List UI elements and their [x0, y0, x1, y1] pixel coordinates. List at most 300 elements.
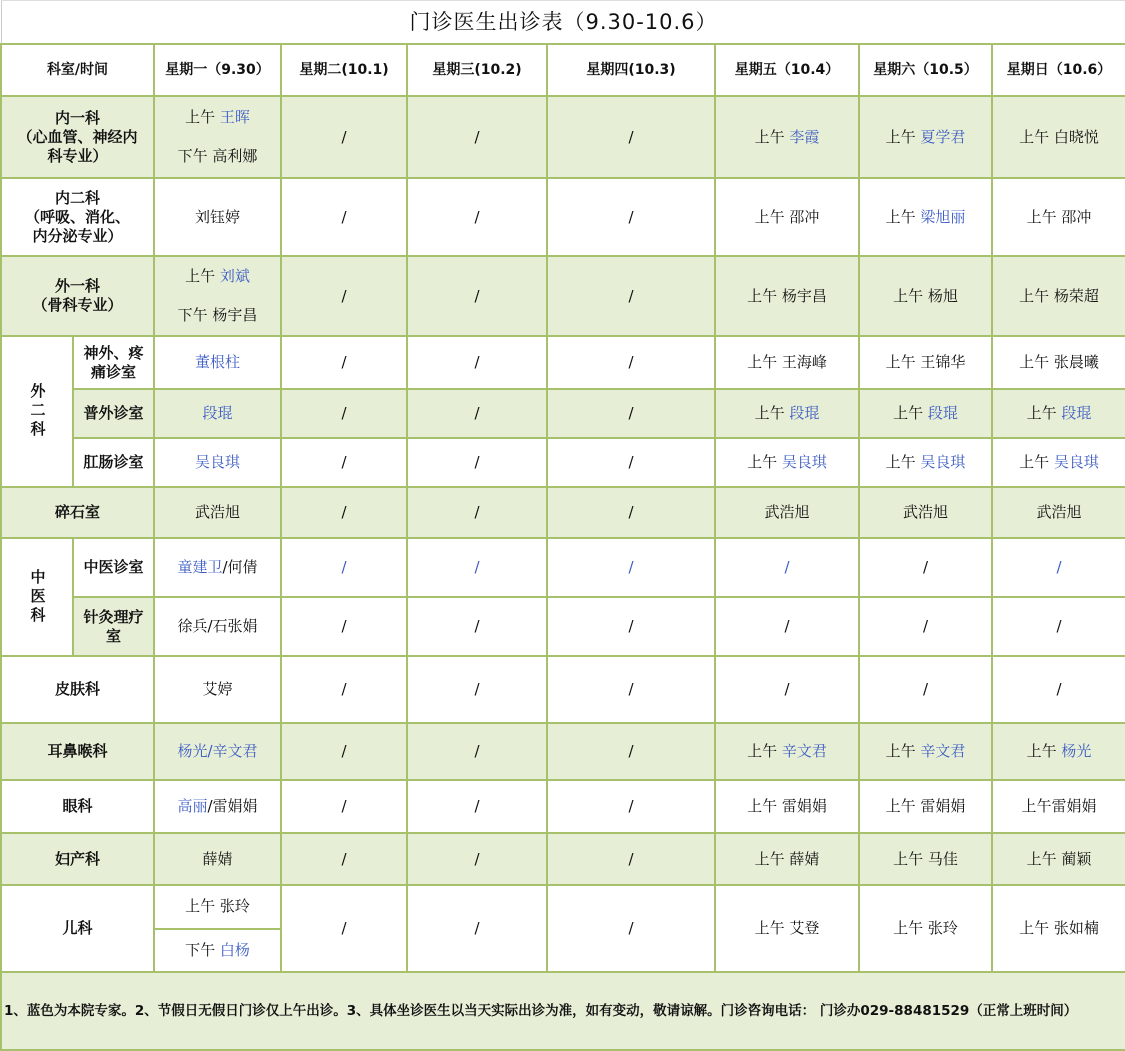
cell-line	[155, 850, 280, 869]
schedule-cell	[859, 178, 992, 256]
label-line: 碎石室	[54, 503, 100, 521]
department-group-label: 中医科	[1, 538, 73, 656]
schedule-text: /	[341, 207, 347, 226]
schedule-cell	[859, 597, 992, 656]
cell-line	[716, 850, 858, 869]
cell-line	[282, 453, 406, 472]
schedule-cell	[154, 336, 281, 389]
cell-line	[860, 558, 991, 577]
schedule-cell	[281, 96, 407, 178]
cell-line	[860, 503, 991, 522]
cell-line	[548, 797, 714, 816]
header-cell: 星期四(10.3)	[547, 44, 715, 96]
cell-line	[860, 128, 991, 147]
schedule-cell	[715, 597, 859, 656]
cell-line	[548, 353, 714, 372]
schedule-cell	[154, 780, 281, 833]
cell-line	[155, 147, 280, 166]
cell-line	[860, 404, 991, 423]
half-day-slot	[155, 886, 280, 928]
schedule-text: /	[784, 617, 790, 635]
schedule-text: /	[474, 207, 480, 226]
cell-line	[282, 353, 406, 372]
cell-line	[860, 919, 991, 938]
cell-line	[548, 453, 714, 472]
table-row	[1, 656, 1125, 723]
schedule-cell	[992, 833, 1125, 885]
schedule-text: /	[474, 617, 480, 635]
schedule-text: 上午	[1019, 919, 1054, 937]
clinic-label	[73, 336, 154, 389]
schedule-cell	[715, 256, 859, 336]
schedule-text: /	[628, 207, 634, 226]
expert-name: 吴良琪	[194, 453, 240, 471]
cell-line	[993, 797, 1125, 816]
expert-name: 段琨	[927, 404, 958, 422]
expert-name: 杨光	[1061, 742, 1092, 760]
split-cell	[155, 886, 280, 971]
schedule-text: /	[341, 742, 347, 760]
cell-line	[408, 919, 546, 938]
expert-name: /	[628, 558, 634, 576]
schedule-cell	[547, 780, 715, 833]
schedule-cell	[715, 885, 859, 972]
cell-line	[155, 453, 280, 472]
cell-line	[408, 797, 546, 816]
header-row	[1, 44, 1125, 96]
schedule-cell	[154, 389, 281, 438]
schedule-cell	[407, 96, 547, 178]
schedule-cell	[859, 336, 992, 389]
schedule-cell	[547, 178, 715, 256]
header-cell: 星期二(10.1)	[281, 44, 407, 96]
schedule-cell	[407, 256, 547, 336]
expert-name: /	[784, 558, 790, 576]
schedule-text: 上午	[893, 286, 928, 305]
schedule-text: /	[474, 127, 480, 146]
schedule-cell	[407, 389, 547, 438]
schedule-cell	[992, 389, 1125, 438]
label-line: 普外诊室	[83, 404, 144, 422]
schedule-text: 上午	[1019, 127, 1054, 146]
schedule-text: /	[474, 453, 480, 471]
schedule-cell	[547, 885, 715, 972]
schedule-text: 薛婧	[789, 849, 820, 868]
schedule-text: /	[628, 404, 634, 422]
schedule-text: 上午	[185, 267, 220, 285]
cell-line	[408, 404, 546, 423]
schedule-text: 武浩旭	[902, 503, 948, 521]
schedule-text: /	[628, 503, 634, 521]
cell-line	[408, 503, 546, 522]
schedule-text: /	[341, 503, 347, 521]
cell-line	[155, 742, 280, 761]
label-line: （呼吸、消化、	[24, 207, 130, 226]
cell-line	[548, 558, 714, 577]
cell-line	[408, 850, 546, 869]
schedule-text: 徐兵/石张娟	[177, 617, 258, 635]
expert-name: 吴良琪	[1053, 453, 1099, 471]
schedule-cell	[407, 723, 547, 780]
label-line: 神外、疼	[83, 343, 144, 362]
cell-line	[716, 503, 858, 522]
schedule-text: /	[628, 453, 634, 471]
clinic-label	[73, 597, 154, 656]
cell-line	[155, 306, 280, 325]
schedule-text: 上午	[185, 108, 220, 126]
department-label	[1, 833, 154, 885]
header-cell: 星期六（10.5）	[859, 44, 992, 96]
schedule-cell	[407, 336, 547, 389]
schedule-text: 王锦华	[920, 353, 966, 371]
schedule-text: 薛婧	[202, 849, 233, 868]
cell-line	[155, 503, 280, 522]
schedule-text: 武浩旭	[764, 503, 810, 521]
half-day-slot	[155, 928, 280, 972]
table-row	[1, 256, 1125, 336]
label-line: 内二科	[54, 188, 100, 207]
schedule-cell	[992, 780, 1125, 833]
schedule-text: /	[474, 503, 480, 521]
schedule-text: 上午	[754, 404, 790, 422]
schedule-cell	[715, 780, 859, 833]
schedule-cell	[281, 723, 407, 780]
clinic-label	[73, 538, 154, 597]
schedule-cell	[992, 597, 1125, 656]
cell-line	[282, 919, 406, 938]
schedule-cell	[547, 538, 715, 597]
schedule-cell	[281, 597, 407, 656]
schedule-cell	[547, 336, 715, 389]
cell-line	[548, 680, 714, 699]
schedule-text: 上午	[747, 353, 782, 371]
schedule-cell	[859, 96, 992, 178]
schedule-cell	[281, 780, 407, 833]
schedule-text: 上午	[1026, 849, 1062, 868]
schedule-cell	[715, 389, 859, 438]
expert-name: 吴良琪	[920, 453, 966, 471]
schedule-text: /	[341, 404, 347, 422]
schedule-cell	[281, 833, 407, 885]
schedule-cell	[715, 487, 859, 538]
clinic-label	[73, 438, 154, 487]
schedule-cell	[154, 256, 281, 336]
schedule-text: 上午	[893, 919, 928, 937]
department-label	[1, 178, 154, 256]
table-row	[1, 723, 1125, 780]
cell-line	[716, 353, 858, 372]
schedule-cell	[154, 438, 281, 487]
schedule-text: 上午	[754, 919, 790, 937]
schedule-cell	[281, 438, 407, 487]
schedule-text: 武浩旭	[1036, 503, 1082, 521]
schedule-text: 王海峰	[781, 353, 827, 371]
schedule-cell	[715, 656, 859, 723]
department-label	[1, 256, 154, 336]
cell-line	[548, 503, 714, 522]
cell-line	[282, 680, 406, 699]
schedule-cell	[154, 538, 281, 597]
label-line: 科专业）	[47, 146, 108, 165]
schedule-cell	[154, 96, 281, 178]
schedule-text: 上午	[747, 742, 782, 760]
schedule-cell	[154, 656, 281, 723]
schedule-text: /	[474, 680, 480, 698]
header-cell: 星期五（10.4）	[715, 44, 859, 96]
schedule-text: 武浩旭	[194, 503, 240, 521]
cell-line	[548, 208, 714, 227]
schedule-text: /	[341, 453, 347, 471]
expert-name: 刘斌	[219, 267, 250, 285]
schedule-text: 上午	[885, 797, 921, 815]
schedule-text: 上午	[747, 453, 782, 471]
schedule-cell	[992, 96, 1125, 178]
expert-name: 段琨	[1061, 404, 1092, 422]
schedule-cell	[547, 723, 715, 780]
header-cell: 星期日（10.6）	[992, 44, 1125, 96]
schedule-text: 蔺颖	[1061, 849, 1092, 868]
schedule-text: /	[474, 353, 480, 371]
cell-line	[282, 287, 406, 306]
schedule-text: 张如楠	[1053, 919, 1099, 937]
cell-line	[993, 453, 1125, 472]
schedule-cell	[992, 438, 1125, 487]
table-row	[1, 96, 1125, 178]
schedule-text: 上午	[1019, 453, 1054, 471]
cell-line	[408, 742, 546, 761]
table-row	[1, 336, 1125, 389]
schedule-cell	[154, 487, 281, 538]
schedule-text: 雷娟娟	[781, 797, 827, 815]
schedule-cell	[281, 178, 407, 256]
cell-line	[860, 850, 991, 869]
schedule-cell	[547, 487, 715, 538]
cell-line	[408, 128, 546, 147]
cell-line	[993, 287, 1125, 306]
label-line: 外一科	[54, 277, 100, 295]
table-row	[1, 487, 1125, 538]
cell-line	[408, 208, 546, 227]
cell-line	[155, 108, 280, 127]
cell-line	[716, 558, 858, 577]
schedule-text: /	[784, 680, 790, 698]
schedule-cell	[281, 885, 407, 972]
schedule-cell	[992, 336, 1125, 389]
cell-line	[716, 128, 858, 147]
schedule-text: /	[628, 286, 634, 305]
schedule-cell	[154, 833, 281, 885]
expert-name: 王晖	[219, 108, 250, 126]
cell-line	[993, 742, 1125, 761]
expert-name: /	[341, 558, 347, 576]
schedule-cell	[281, 336, 407, 389]
cell-line	[716, 919, 858, 938]
cell-line	[548, 287, 714, 306]
schedule-cell	[547, 96, 715, 178]
cell-line	[993, 680, 1125, 699]
cell-line	[993, 503, 1125, 522]
schedule-text: 张晨曦	[1053, 353, 1099, 371]
cell-line	[408, 680, 546, 699]
schedule-text: /雷娟娟	[207, 797, 258, 815]
schedule-text: /	[474, 286, 480, 305]
expert-name: 段琨	[202, 404, 233, 422]
schedule-text: /	[628, 919, 634, 937]
schedule-cell	[154, 723, 281, 780]
footer-row	[1, 972, 1125, 1050]
cell-line	[716, 208, 858, 227]
schedule-cell	[281, 256, 407, 336]
label-line: 内分泌专业）	[32, 226, 123, 245]
label-line: 眼科	[62, 797, 93, 815]
cell-line	[185, 941, 250, 960]
schedule-text: 上午	[1026, 207, 1062, 226]
schedule-text: 上午	[893, 849, 928, 868]
schedule-text: 上午	[885, 453, 921, 471]
schedule-text: /	[474, 849, 480, 868]
schedule-cell	[547, 833, 715, 885]
label-line: 内一科	[54, 108, 100, 127]
cell-line	[282, 128, 406, 147]
schedule-text: /	[474, 742, 480, 760]
schedule-text: /	[628, 797, 634, 815]
footer-note: 1、蓝色为本院专家。2、节假日无假日门诊仅上午出诊。3、具体坐诊医生以当天实际出诊为准，如有变动，敬请谅解。门诊咨询电话： 门诊办029-88481529（正常上班时间）	[1, 972, 1125, 1050]
schedule-cell	[715, 96, 859, 178]
schedule-text: /	[628, 127, 634, 146]
cell-line	[993, 850, 1125, 869]
schedule-cell	[859, 833, 992, 885]
table-row	[1, 885, 1125, 972]
schedule-text: 上午	[754, 207, 790, 226]
schedule-text: 上午	[885, 742, 921, 760]
title-row	[1, 1, 1125, 45]
schedule-text: /	[474, 919, 480, 937]
schedule-cell	[715, 538, 859, 597]
cell-line	[282, 208, 406, 227]
schedule-cell	[547, 438, 715, 487]
expert-name: 段琨	[789, 404, 820, 422]
expert-name: 白杨	[219, 940, 250, 959]
cell-line	[185, 897, 250, 916]
cell-line	[155, 353, 280, 372]
schedule-cell	[715, 438, 859, 487]
cell-line	[155, 404, 280, 423]
expert-name: /	[1056, 558, 1062, 576]
table-row	[1, 597, 1125, 656]
cell-line	[282, 797, 406, 816]
schedule-text: 上午	[1019, 286, 1054, 305]
schedule-text: 艾婷	[202, 680, 233, 698]
schedule-text: 上午	[754, 127, 790, 146]
cell-line	[282, 404, 406, 423]
schedule-text: /	[628, 680, 634, 698]
schedule-cell	[407, 780, 547, 833]
expert-name: 梁旭丽	[920, 207, 966, 226]
schedule-text: 马佳	[927, 849, 958, 868]
header-cell: 科室/时间	[1, 44, 154, 96]
cell-line	[860, 208, 991, 227]
label-line: 皮肤科	[54, 680, 100, 698]
schedule-cell	[992, 885, 1125, 972]
schedule-text: 邵冲	[1061, 207, 1092, 226]
expert-name: 高丽	[177, 797, 208, 815]
schedule-cell	[407, 487, 547, 538]
schedule-text: 邵冲	[789, 207, 820, 226]
schedule-cell	[992, 256, 1125, 336]
cell-line	[282, 850, 406, 869]
cell-line	[155, 267, 280, 286]
label-line: 中医诊室	[83, 558, 144, 576]
cell-line	[860, 742, 991, 761]
schedule-cell	[407, 833, 547, 885]
cell-line	[860, 797, 991, 816]
schedule-text: 杨荣超	[1053, 286, 1099, 305]
schedule-cell	[715, 336, 859, 389]
schedule-text: /	[341, 849, 347, 868]
department-label	[1, 656, 154, 723]
schedule-cell	[992, 178, 1125, 256]
department-group-label: 外二科	[1, 336, 73, 487]
schedule-text: /	[922, 680, 929, 698]
schedule-text: 上午	[754, 849, 790, 868]
schedule-text: /	[922, 617, 929, 635]
schedule-text: /何倩	[222, 558, 258, 576]
cell-line	[155, 558, 280, 577]
label-line: 针灸理疗	[83, 607, 144, 626]
cell-line	[548, 617, 714, 636]
cell-line	[860, 617, 991, 636]
cell-line	[716, 404, 858, 423]
table-row	[1, 833, 1125, 885]
schedule-text: 高利娜	[212, 147, 258, 165]
clinic-label	[73, 389, 154, 438]
cell-line	[548, 919, 714, 938]
cell-line	[548, 742, 714, 761]
table-row	[1, 389, 1125, 438]
schedule-text: 杨旭	[927, 286, 958, 305]
schedule-cell	[859, 538, 992, 597]
schedule-text: /	[341, 680, 347, 698]
schedule-cell	[992, 487, 1125, 538]
cell-line	[716, 287, 858, 306]
cell-line	[548, 128, 714, 147]
schedule-text: 下午	[185, 940, 220, 959]
cell-line	[548, 850, 714, 869]
label-line: 儿科	[62, 919, 93, 937]
schedule-cell	[859, 780, 992, 833]
schedule-text: /	[628, 742, 634, 760]
schedule-cell	[992, 723, 1125, 780]
table-row	[1, 538, 1125, 597]
schedule-text: 上午	[1019, 353, 1054, 371]
cell-line	[282, 558, 406, 577]
cell-line	[993, 208, 1125, 227]
schedule-cell	[859, 438, 992, 487]
expert-name: 童建卫	[177, 558, 223, 576]
schedule-text: /	[628, 617, 634, 635]
label-line: 痛诊室	[90, 362, 136, 381]
department-label	[1, 885, 154, 972]
schedule-cell	[547, 597, 715, 656]
department-label	[1, 96, 154, 178]
schedule-text: 上午	[1026, 404, 1062, 422]
schedule-text: 上午	[747, 286, 782, 305]
schedule-cell	[715, 178, 859, 256]
schedule-cell	[859, 656, 992, 723]
table-row	[1, 178, 1125, 256]
schedule-text: /	[1056, 680, 1062, 698]
schedule-text: 艾登	[789, 919, 820, 937]
